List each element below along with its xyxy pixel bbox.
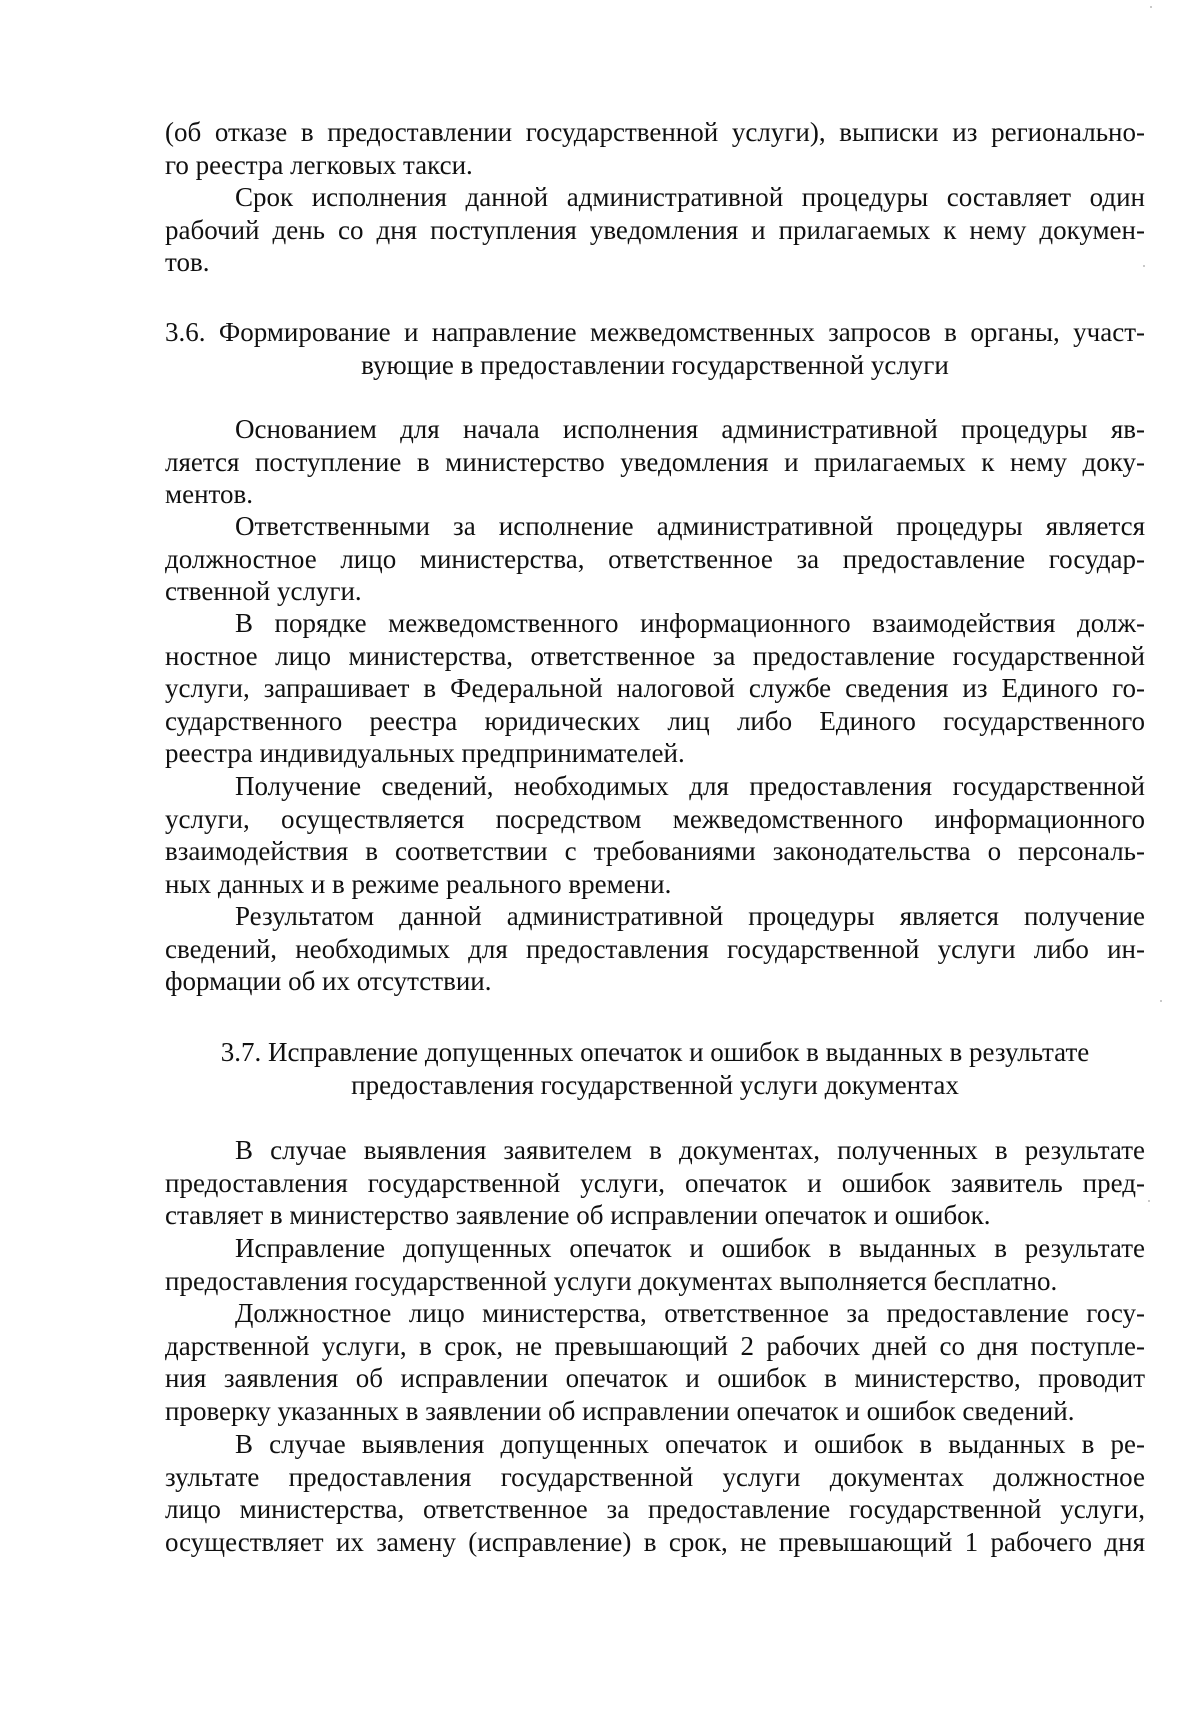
text-line: ных данных и в режиме реального времени. [165, 868, 672, 899]
text-line: Исправление допущенных опечаток и ошибок в выданных в результате [235, 1233, 1145, 1263]
text-line: дарственной услуги, в срок, не превышающий 2 рабочих дней со дня поступле- [165, 1330, 1145, 1361]
text-line: сударственного реестра юридических лиц либо Единого государственного [165, 705, 1145, 736]
text-line: ния заявления об исправлении опечаток и ошибок в министерство, проводит [165, 1363, 1145, 1393]
text-line: Получение сведений, необходимых для предоставления государственной [235, 771, 1145, 801]
scan-speck [1160, 1000, 1162, 1002]
text-line: Срок исполнения данной административной процедуры составляет один [235, 182, 1145, 212]
text-line: В случае выявления допущенных опечаток и ошибок в выданных в ре- [235, 1429, 1145, 1459]
text-line: ственной услуги. [165, 576, 362, 606]
paragraph-3-6-result [165, 900, 1145, 998]
scan-speck [1143, 265, 1145, 267]
paragraph-deadline [165, 181, 1145, 279]
paragraph-3-7-verification [165, 1297, 1145, 1427]
text-line: Основанием для начала исполнения административной процедуры яв- [235, 414, 1145, 444]
text-line: предоставления государственной услуги документах выполняется бесплатно. [165, 1265, 1058, 1296]
text-line: формации об их отсутствии. [165, 966, 492, 996]
paragraph-3-6-basis [165, 413, 1145, 511]
text-line: Результатом данной административной процедуры является получение [235, 901, 1145, 931]
paragraph-3-6-obtaining [165, 770, 1145, 900]
text-line: рабочий день со дня поступления уведомления и прилагаемых к нему докумен- [165, 214, 1145, 245]
text-line: (об отказе в предоставлении государственной услуги), выписки из регионально- [165, 117, 1145, 147]
text-line: лицо министерства, ответственное за предоставление государственной услуги, [165, 1494, 1145, 1524]
text-line: зультате предоставления государственной услуги документах должностное [165, 1461, 1145, 1492]
text-line: Ответственными за исполнение административной процедуры является [235, 511, 1145, 541]
section-heading-3-6 [165, 316, 1145, 381]
paragraph-3-6-responsible [165, 510, 1145, 608]
heading-line: вующие в предоставлении государственной услуги [361, 349, 949, 380]
text-line: услуги, осуществляется посредством межведомственного информационного [165, 803, 1145, 834]
continuation-paragraph [165, 116, 1145, 181]
text-line: должностное лицо министерства, ответственное за предоставление государ- [165, 543, 1145, 574]
text-line: предоставления государственной услуги, опечаток и ошибок заявитель пред- [165, 1167, 1145, 1198]
paragraph-3-7-free-of-charge [165, 1232, 1145, 1297]
text-line: В порядке межведомственного информационного взаимодействия долж- [235, 608, 1145, 638]
paragraph-3-6-interaction [165, 607, 1145, 770]
scan-speck [1148, 1200, 1150, 1202]
text-line: услуги, запрашивает в Федеральной налоговой службе сведения из Единого го- [165, 673, 1145, 703]
text-line: реестра индивидуальных предпринимателей. [165, 738, 685, 768]
heading-line: предоставления государственной услуги документах [351, 1069, 959, 1100]
text-line: осуществляет их замену (исправление) в срок, не превышающий 1 рабочего дня [165, 1526, 1145, 1557]
text-line: проверку указанных в заявлении об исправлении опечаток и ошибок сведений. [165, 1395, 1075, 1426]
text-line: Должностное лицо министерства, ответственное за предоставление госу- [235, 1298, 1145, 1328]
text-line: ставляет в министерство заявление об исправлении опечаток и ошибок. [165, 1200, 991, 1230]
text-line: взаимодействия в соответствии с требованиями законодательства о персональ- [165, 836, 1145, 866]
paragraph-3-7-detection [165, 1134, 1145, 1232]
text-line: тов. [165, 247, 210, 277]
text-line: сведений, необходимых для предоставления государственной услуги либо ин- [165, 933, 1145, 964]
paragraph-3-7-replacement [165, 1428, 1145, 1558]
text-line: ментов. [165, 479, 253, 509]
section-heading-3-7 [165, 1036, 1145, 1101]
heading-line: 3.7. Исправление допущенных опечаток и ошибок в выданных в результате [220, 1037, 1090, 1067]
text-line: В случае выявления заявителем в документах, полученных в результате [235, 1135, 1145, 1165]
scan-speck [1150, 6, 1152, 8]
text-line: ностное лицо министерства, ответственное за предоставление государственной [165, 640, 1145, 671]
text-line: го реестра легковых такси. [165, 149, 473, 180]
heading-line: 3.6. Формирование и направление межведомственных запросов в органы, участ- [165, 317, 1145, 347]
text-line: ляется поступление в министерство уведомления и прилагаемых к нему доку- [165, 446, 1145, 477]
